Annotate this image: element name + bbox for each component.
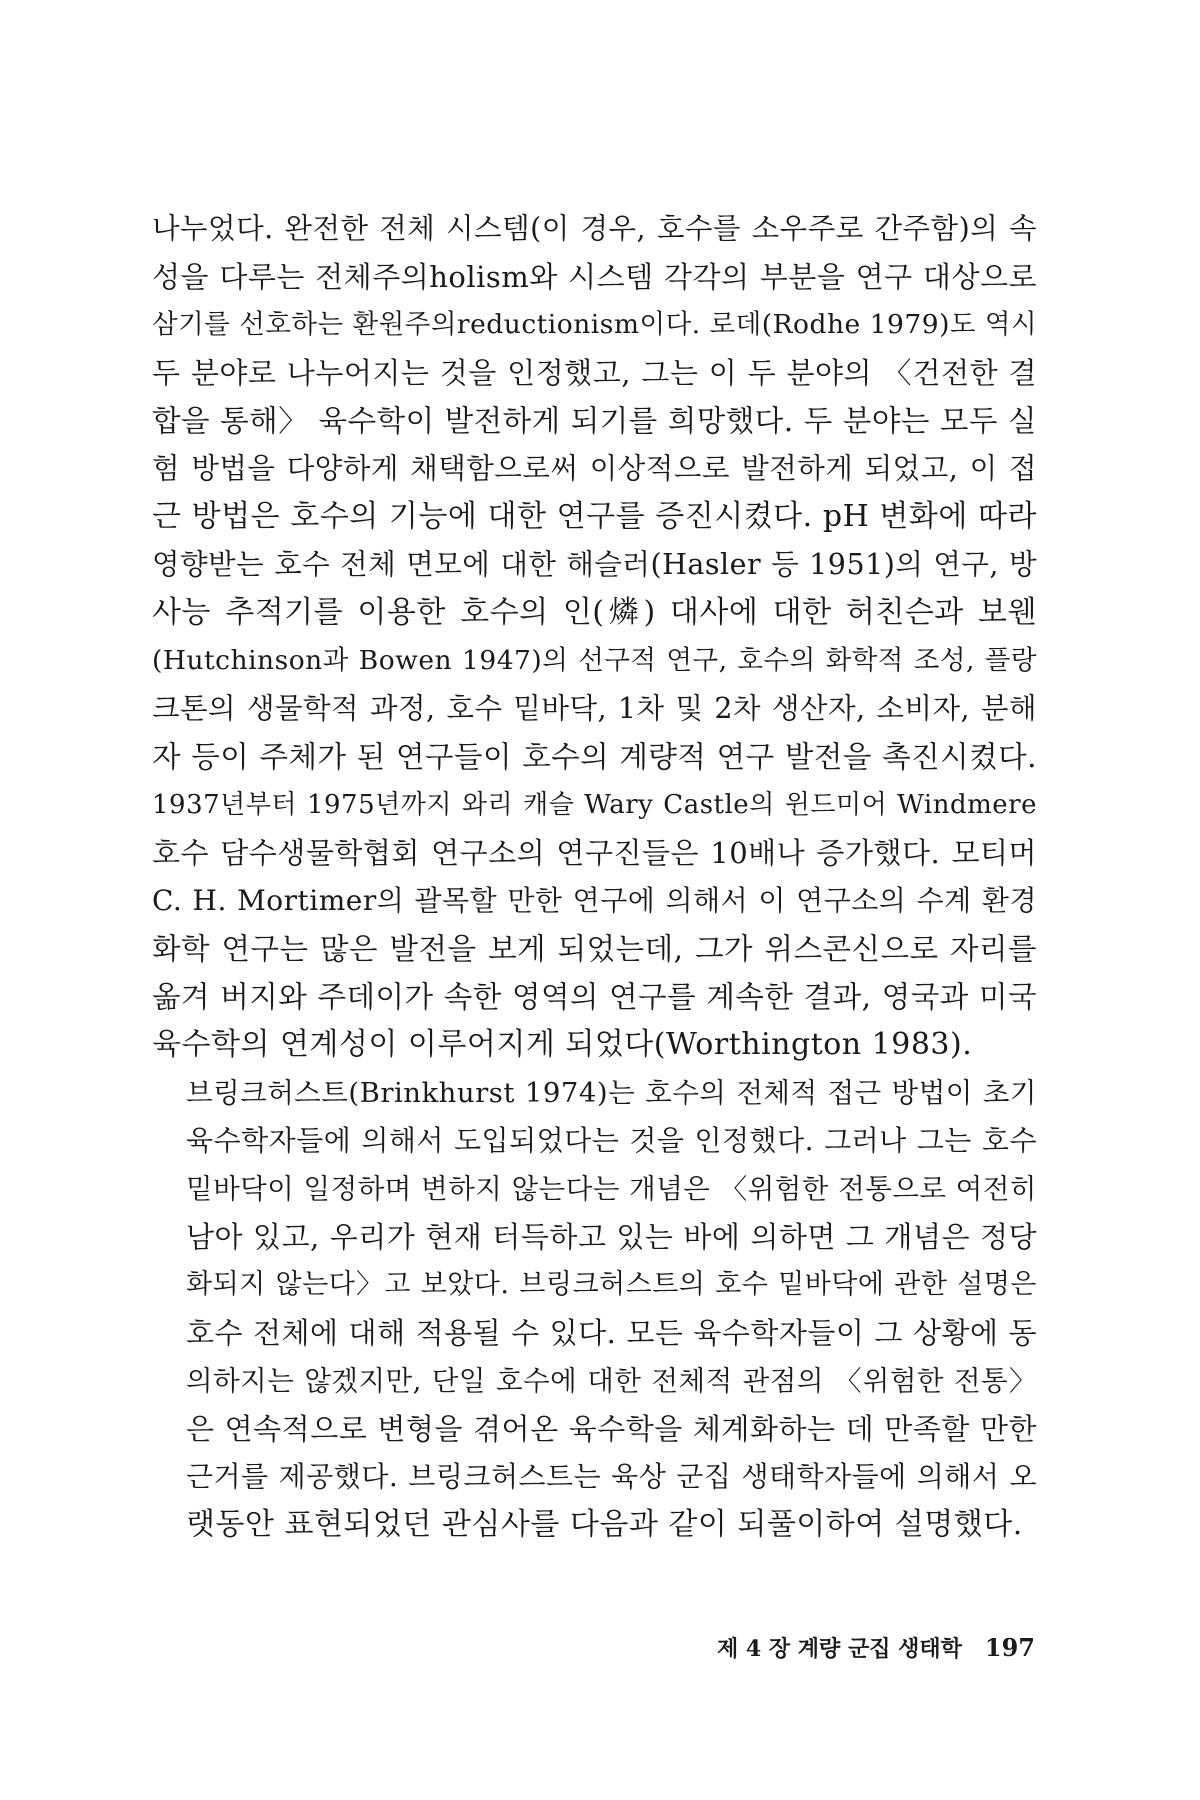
text-line: 두 분야로 나누어지는 것을 인정했고, 그는 이 두 분야의 〈건전한 결 — [152, 356, 1037, 390]
paragraph-1 — [152, 205, 1037, 1069]
text-line: 화되지 않는다〉고 보았다. 브링크허스트의 호수 밑바닥에 관한 설명은 — [186, 1269, 1037, 1300]
text-line: 밑바닥이 일정하며 변하지 않는다는 개념은 〈위험한 전통으로 여전히 — [186, 1173, 1037, 1205]
text-line: 랫동안 표현되었던 관심사를 다음과 같이 되풀이하여 설명했다. — [186, 1507, 1023, 1542]
text-line: 자 등이 주체가 된 연구들이 호수의 계량적 연구 발전을 촉진시켰다. — [152, 740, 1037, 774]
text-line: C. H. Mortimer의 괄목할 만한 연구에 의해서 이 연구소의 수계 환경 — [152, 884, 1037, 917]
text-line: 호수 담수생물학협회 연구소의 연구진들은 10배나 증가했다. 모티머 — [152, 836, 1037, 870]
text-line: (Hutchinson과 Bowen 1947)의 선구적 연구, 호수의 화학적 조성, 플랑 — [152, 645, 1037, 676]
text-line: 호수 전체에 대해 적용될 수 있다. 모든 육수학자들이 그 상황에 동 — [186, 1316, 1037, 1350]
page-footer — [717, 1632, 1035, 1663]
text-line: 은 연속적으로 변형을 겪어온 육수학을 체계화하는 데 만족할 만한 — [186, 1412, 1037, 1446]
body-text — [152, 205, 1037, 1549]
text-line: 1937년부터 1975년까지 와리 캐슬 Wary Castle의 윈드미어 Windmere — [152, 790, 1037, 820]
paragraph-2 — [152, 1069, 1037, 1549]
text-line: 옮겨 버지와 주데이가 속한 영역의 연구를 계속한 결과, 영국과 미국 — [152, 980, 1037, 1014]
chapter-title: 제 4 장 계량 군집 생태학 — [717, 1636, 962, 1662]
text-line: 근 방법은 호수의 기능에 대한 연구를 증진시켰다. pH 변화에 따라 — [152, 499, 1037, 534]
page-number: 197 — [984, 1633, 1035, 1662]
text-line: 사능 추적기를 이용한 호수의 인(燐) 대사에 대한 허친슨과 보웬 — [152, 595, 1037, 630]
text-line: 삼기를 선호하는 환원주의reductionism이다. 로데(Rodhe 1979)도 역시 — [152, 309, 1038, 340]
text-line: 육수학의 연계성이 이루어지게 되었다(Worthington 1983). — [152, 1027, 973, 1062]
text-line: 육수학자들에 의해서 도입되었다는 것을 인정했다. 그러나 그는 호수 — [186, 1124, 1037, 1157]
text-line: 나누었다. 완전한 전체 시스템(이 경우, 호수를 소우주로 간주함)의 속 — [152, 212, 1037, 245]
text-line: 브링크허스트(Brinkhurst 1974)는 호수의 전체적 접근 방법이 초기 — [186, 1077, 1037, 1109]
text-line: 영향받는 호수 전체 면모에 대한 해슬러(Hasler 등 1951)의 연구, 방 — [152, 548, 1037, 581]
text-line: 성을 다루는 전체주의holism와 시스템 각각의 부분을 연구 대상으로 — [152, 260, 1037, 294]
text-line: 화학 연구는 많은 발전을 보게 되었는데, 그가 위스콘신으로 자리를 — [152, 932, 1037, 966]
text-line: 남아 있고, 우리가 현재 터득하고 있는 바에 의하면 그 개념은 정당 — [186, 1220, 1037, 1254]
text-line: 합을 통해〉 육수학이 발전하게 되기를 희망했다. 두 분야는 모두 실 — [152, 404, 1037, 438]
text-line: 크톤의 생물학적 과정, 호수 밑바닥, 1차 및 2차 생산자, 소비자, 분해 — [152, 692, 1037, 725]
text-line: 험 방법을 다양하게 채택함으로써 이상적으로 발전하게 되었고, 이 접 — [152, 452, 1037, 485]
text-line: 근거를 제공했다. 브링크허스트는 육상 군집 생태학자들에 의해서 오 — [186, 1460, 1037, 1493]
text-line: 의하지는 않겠지만, 단일 호수에 대한 전체적 관점의 〈위험한 전통〉 — [186, 1365, 1037, 1397]
